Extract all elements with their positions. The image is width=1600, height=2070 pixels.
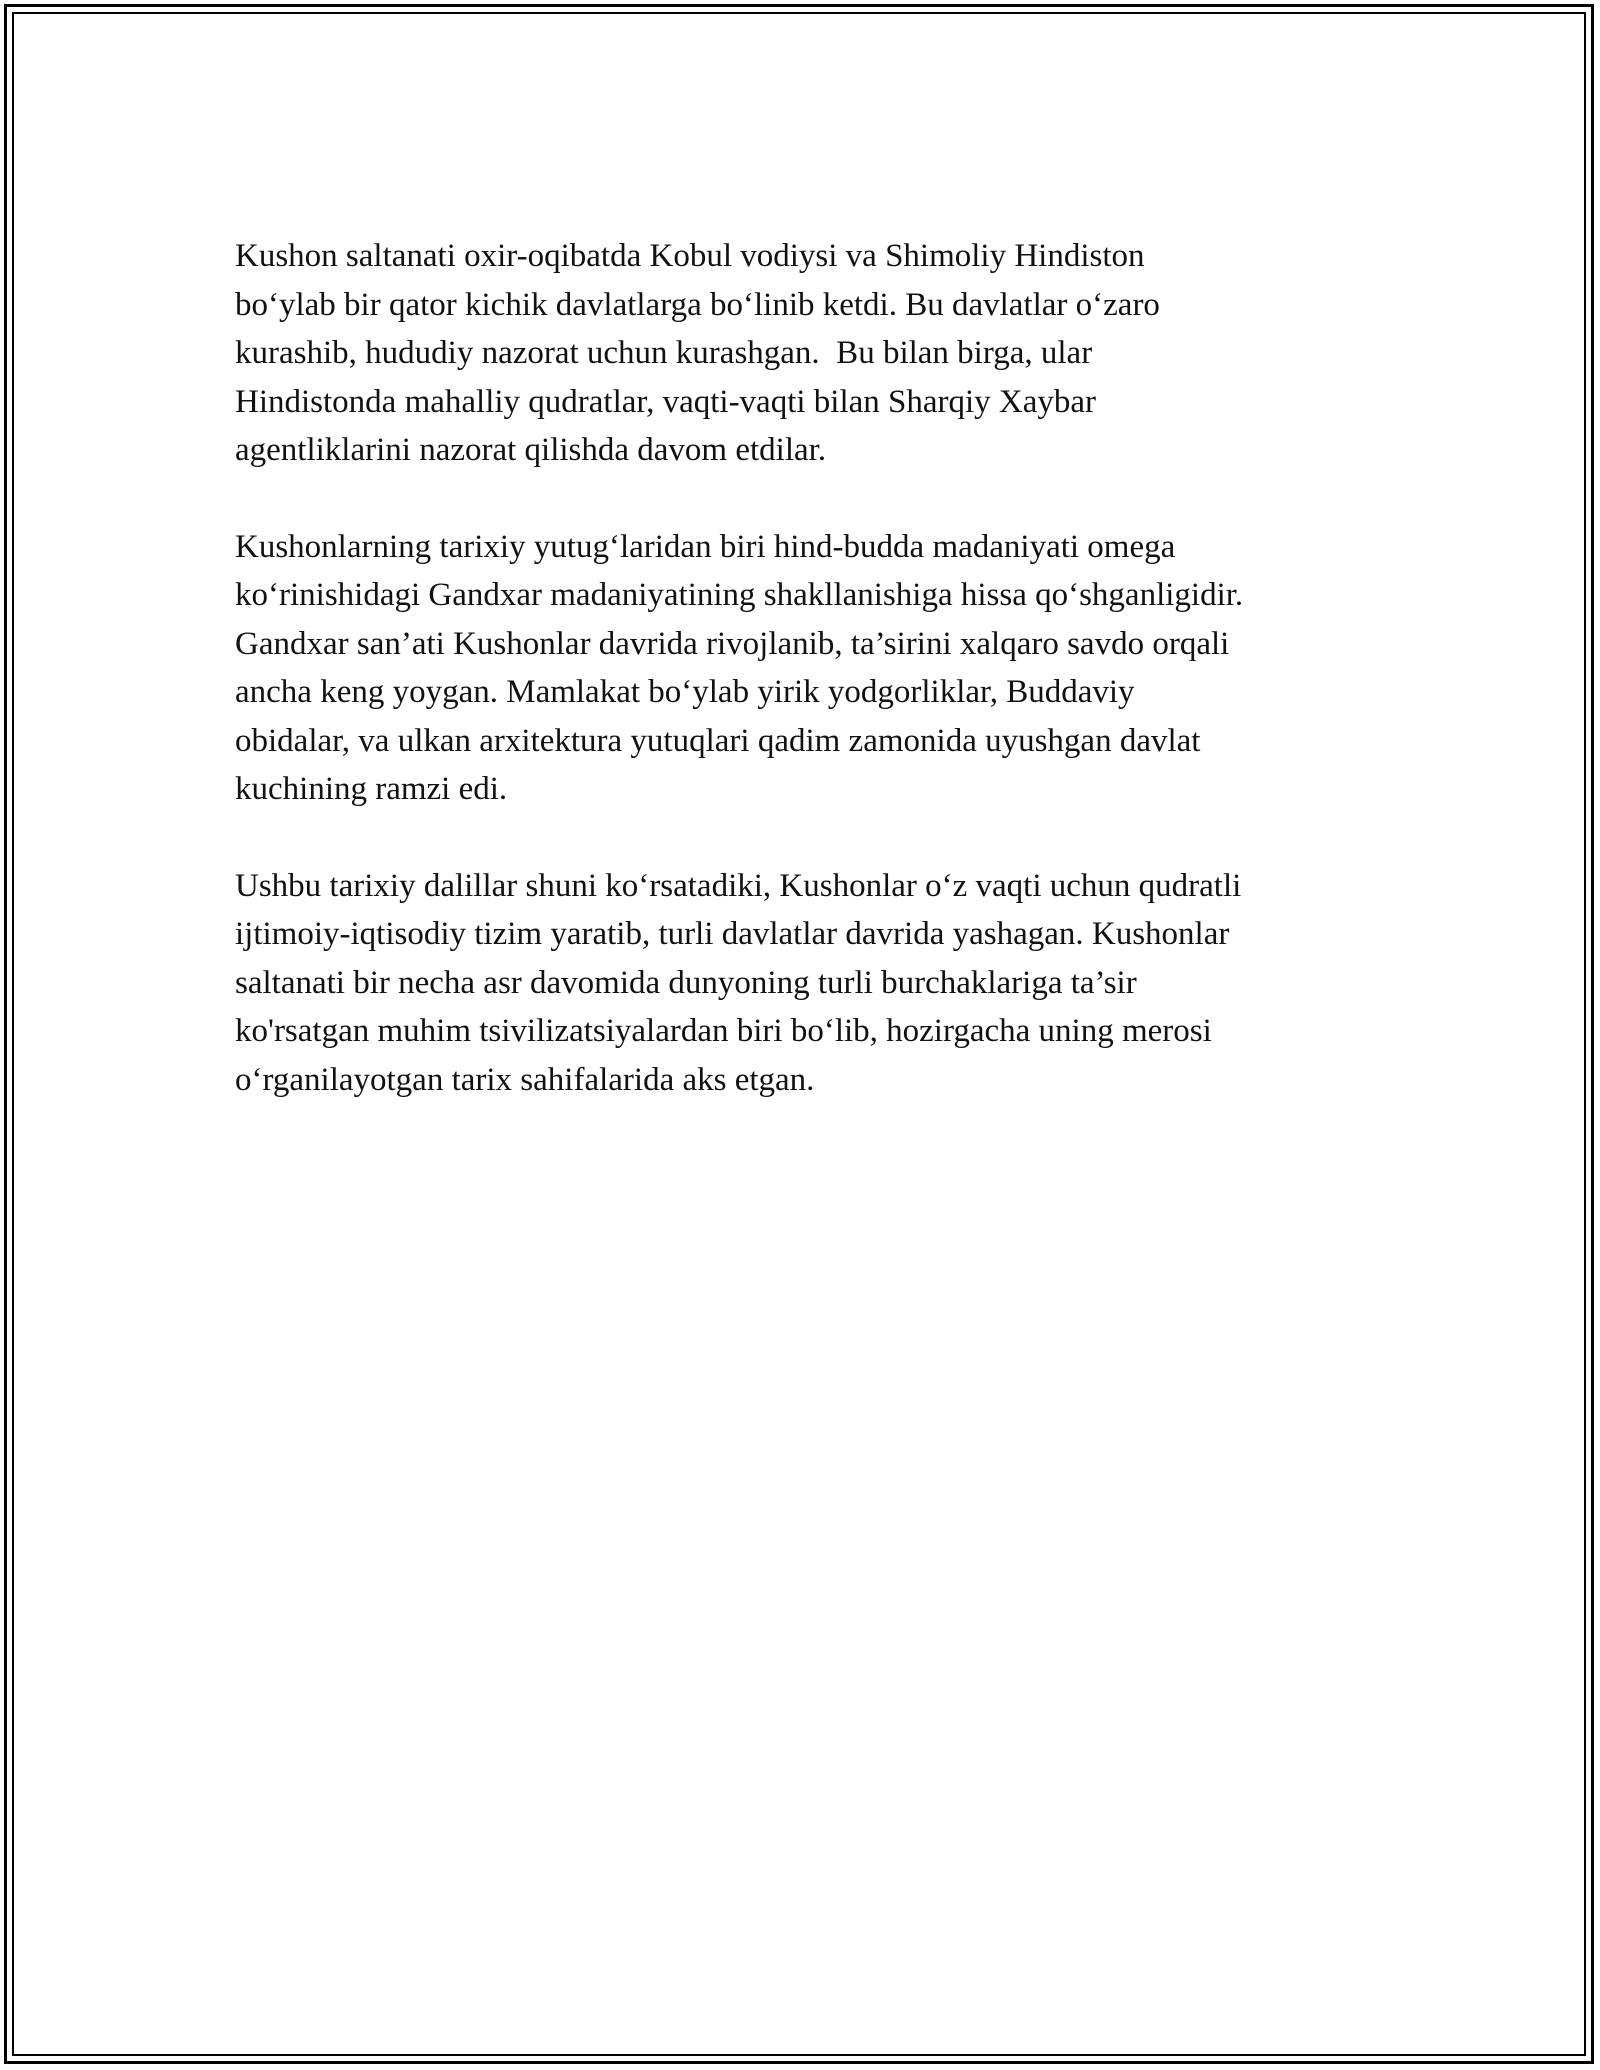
paragraph-line: kurashib, hududiy nazorat uchun kurashgan. Bu bilan birga, ular bbox=[235, 335, 1093, 371]
paragraph-line: bo‘ylab bir qator kichik davlatlarga bo‘linib ketdi. Bu davlatlar o‘zaro bbox=[235, 286, 1160, 323]
paragraph-line: Kushonlarning tarixiy yutug‘laridan biri hind-budda madaniyati omega bbox=[235, 528, 1176, 565]
paragraph-line: ko‘rinishidagi Gandxar madaniyatining shakllanishiga hissa qo‘shganligidir. bbox=[235, 577, 1244, 613]
paragraph-line: Hindistonda mahalliy qudratlar, vaqti-vaqti bilan Sharqiy Xaybar bbox=[235, 383, 1097, 420]
paragraph-line: Ushbu tarixiy dalillar shuni ko‘rsatadiki, Kushonlar o‘z vaqti uchun qudratli bbox=[235, 867, 1242, 904]
paragraph-line: agentliklarini nazorat qilishda davom etdilar. bbox=[235, 432, 827, 468]
paragraph-line: Kushon saltanati oxir-oqibatda Kobul vodiysi va Shimoliy Hindiston bbox=[235, 238, 1145, 274]
paragraph-line: ancha keng yoygan. Mamlakat bo‘ylab yirik yodgorliklar, Buddaviy bbox=[235, 674, 1135, 710]
paragraph-3 bbox=[235, 862, 1375, 1105]
paragraph-2 bbox=[235, 523, 1375, 814]
paragraph-line: Gandxar san’ati Kushonlar davrida rivojlanib, ta’sirini xalqaro savdo orqali bbox=[235, 625, 1230, 662]
paragraph-line: o‘rganilayotgan tarix sahifalarida aks etgan. bbox=[235, 1061, 815, 1098]
paragraph-line: ijtimoiy-iqtisodiy tizim yaratib, turli davlatlar davrida yashagan. Kushonlar bbox=[235, 916, 1230, 952]
paragraph-line: ko'rsatgan muhim tsivilizatsiyalardan biri bo‘lib, hozirgacha uning merosi bbox=[235, 1013, 1212, 1049]
paragraph-line: kuchining ramzi edi. bbox=[235, 771, 508, 807]
paragraph-line: obidalar, va ulkan arxitektura yutuqlari qadim zamonida uyushgan davlat bbox=[235, 722, 1201, 759]
document-body bbox=[235, 232, 1375, 1152]
paragraph-line: saltanati bir necha asr davomida dunyoning turli burchaklariga ta’sir bbox=[235, 964, 1137, 1001]
paragraph-1 bbox=[235, 232, 1375, 475]
